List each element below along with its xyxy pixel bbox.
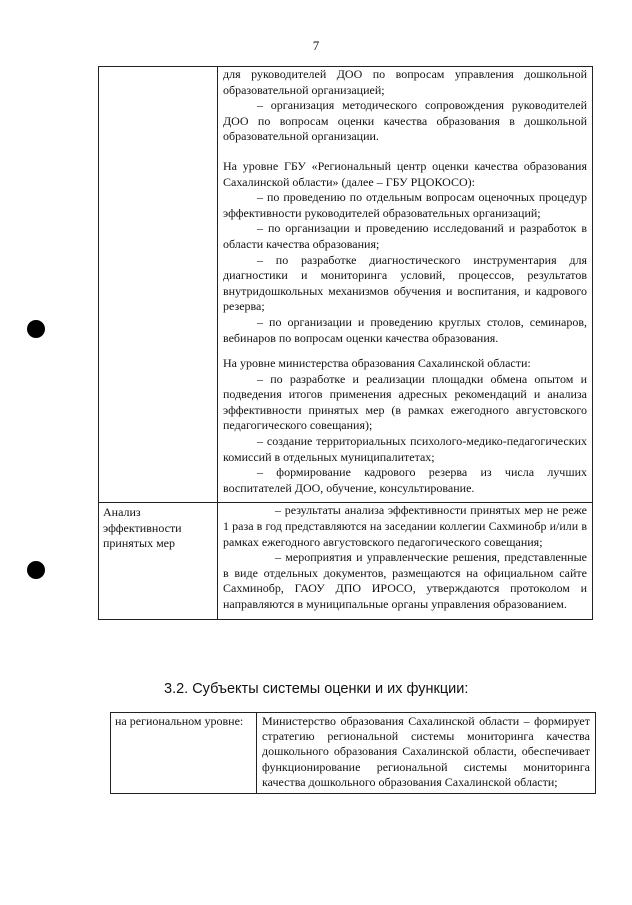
paragraph: – формирование кадрового резерва из числа лучших воспитателей ДОО, обучение, консультирование. bbox=[223, 465, 587, 495]
page-number: 7 bbox=[312, 38, 320, 53]
paragraph: – результаты анализа эффективности принятых мер не реже 1 раза в год представляются на заседании коллегии Сахминобр и/или в рамках ежегодного августовского педагогического совещания; bbox=[223, 503, 587, 549]
table-cell-content bbox=[257, 713, 596, 794]
paragraph: – по организации и проведению исследований и разработок в области качества образования; bbox=[223, 221, 587, 251]
table-row bbox=[99, 503, 593, 619]
punch-hole bbox=[27, 320, 45, 338]
table-cell-label: на региональном уровне: bbox=[111, 713, 257, 794]
table-cell-content bbox=[218, 503, 593, 619]
table-cell-label: Анализ эффективности принятых мер bbox=[99, 503, 218, 619]
punch-hole bbox=[27, 561, 45, 579]
paragraph: Министерство образования Сахалинской области – формирует стратегию региональной системы мониторинга качества дошкольного образования Сахалинской области, обеспечивает функционирование региональной системы мониторинга качества дошкольного образования Сахалинской области; bbox=[262, 714, 590, 789]
paragraph: для руководителей ДОО по вопросам управления дошкольной образовательной организацией; bbox=[223, 67, 587, 97]
measures-table bbox=[98, 66, 593, 620]
paragraph: На уровне ГБУ «Региональный центр оценки качества образования Сахалинской области» (далее – ГБУ РЦОКОСО): bbox=[223, 158, 587, 189]
table-row bbox=[99, 67, 593, 503]
paragraph: На уровне министерства образования Сахалинской области: bbox=[223, 356, 531, 371]
paragraph: – по организации и проведению круглых столов, семинаров, вебинаров по вопросам оценки качества образования. bbox=[223, 314, 587, 345]
table-cell-content bbox=[218, 67, 593, 503]
paragraph: – организация методического сопровождения руководителей ДОО по вопросам оценки качества образования в дошкольной образовательной организации. bbox=[223, 98, 587, 144]
subjects-table bbox=[110, 712, 596, 794]
paragraph: – по проведению по отдельным вопросам оценочных процедур эффективности руководителей образовательных организаций; bbox=[223, 190, 587, 220]
table-cell-label bbox=[99, 67, 218, 503]
paragraph: – создание территориальных психолого-медико-педагогических комиссий в отдельных муниципалитетах; bbox=[223, 434, 587, 464]
paragraph: – по разработке и реализации площадки обмена опытом и подведения итогов применения адресных рекомендаций и анализа эффективности принятых мер (в рамках ежегодного августовского педагогического совещания); bbox=[223, 371, 587, 433]
section-heading: 3.2. Субъекты системы оценки и их функции: bbox=[164, 681, 469, 697]
paragraph: – по разработке диагностического инструментария для диагностики и мониторинга условий, процессов, результатов внутридошкольных механизмов обучения и воспитания, и кадрового резерва; bbox=[223, 252, 587, 314]
table-row bbox=[111, 713, 596, 794]
paragraph: – мероприятия и управленческие решения, представленные в виде отдельных документов, размещаются на официальном сайте Сахминобр, ГАОУ ДПО ИРОСО, утверждаются протоколом и направляются в муниципальные органы управления образованием. bbox=[223, 550, 587, 611]
